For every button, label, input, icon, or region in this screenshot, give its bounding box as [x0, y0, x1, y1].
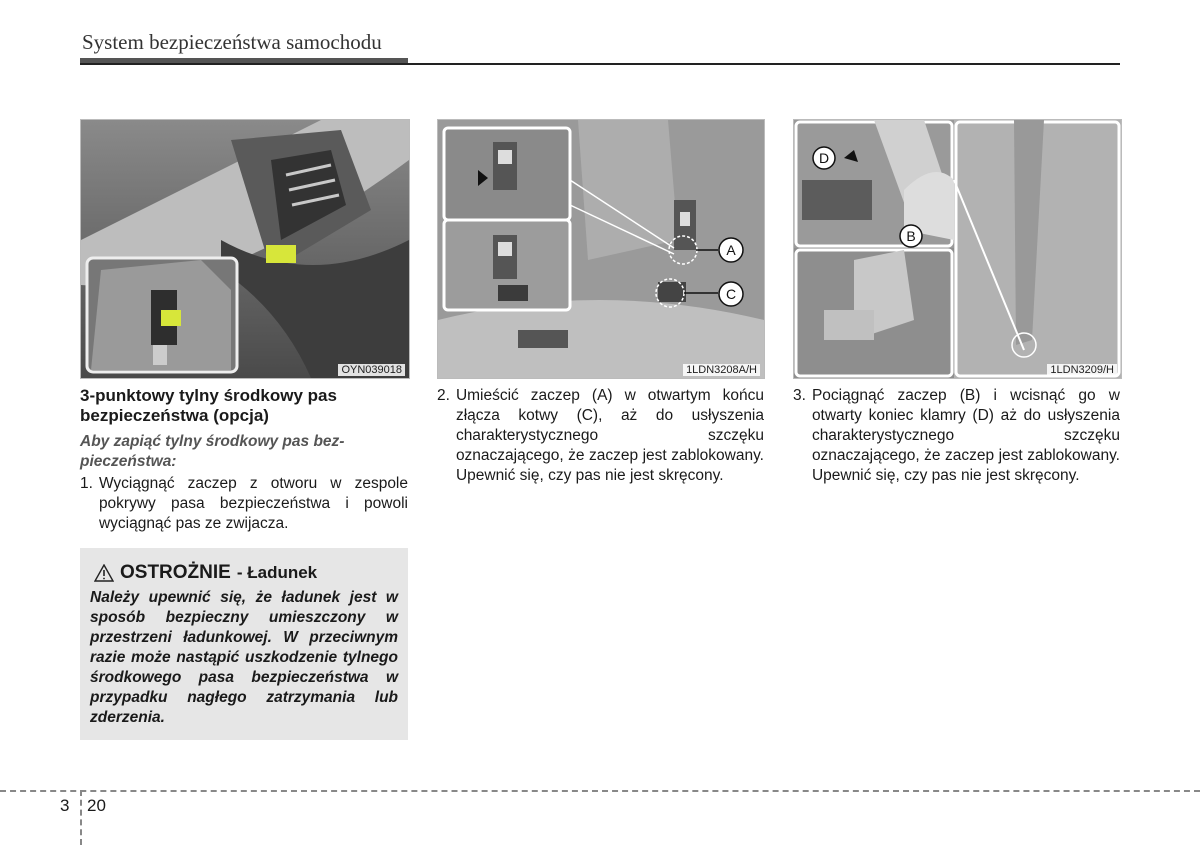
label-a: A — [726, 242, 736, 258]
chapter-number: 3 — [60, 796, 70, 815]
seatbelt-cover-illustration — [81, 120, 409, 378]
step-text: Umieścić zaczep (A) w otwartym końcu złącza kotwy (C), aż do usłyszenia charakterystycznego szczęku oznaczającego, że zaczep jest zablokowany. Upewnić się, czy pas nie jest skręcony. — [455, 387, 764, 484]
step-number: 3. — [793, 387, 806, 404]
label-d: D — [818, 150, 830, 166]
figure-caption: OYN039018 — [338, 364, 405, 376]
page-number: 20 — [87, 796, 106, 815]
step-3 — [793, 386, 1120, 486]
caution-text: Należy upewnić się, że ładunek jest w sposób bezpieczny umieszczony w przestrzeni ładunkowej. W przeciwnym razie może nastąpić uszkodzenie tylnego środkowego pasa bezpieczeństwa w przypadku nagłego zatrzymania lub zderzenia. — [90, 589, 398, 726]
column-2 — [437, 386, 764, 486]
step-text: Wyciągnąć zaczep z otworu w zespole pokrywy pasa bezpieczeństwa i powoli wyciągnąć pas ze zwijacza. — [98, 475, 408, 532]
anchor-connector-illustration — [438, 120, 764, 378]
figure-caption: 1LDN3208A/H — [683, 364, 760, 376]
caution-label: OSTROŻNIE — [120, 562, 231, 583]
step-text: Pociągnąć zaczep (B) i wcisnąć go w otwarty koniec klamry (D) aż do usłyszenia charakterystycznego szczęku oznaczającego, że zaczep jest zablokowany. Upewnić się, czy pas nie jest skręcony. — [811, 387, 1120, 484]
sub-heading: Aby zapiąć tylny środkowy pas bez-pieczeństwa: — [80, 433, 345, 470]
footer-rule — [0, 790, 1200, 792]
buckle-illustration — [794, 120, 1121, 378]
figure-seatbelt-cover — [80, 119, 410, 379]
footer-divider — [80, 790, 82, 845]
step-2 — [437, 386, 764, 486]
figure-caption: 1LDN3209/H — [1047, 364, 1117, 376]
step-number: 2. — [437, 387, 450, 404]
page-header-title: System bezpieczeństwa samochodu — [82, 30, 382, 54]
caution-box — [80, 548, 408, 740]
header-rule — [80, 63, 1120, 65]
step-1 — [80, 474, 408, 534]
figure-buckle — [793, 119, 1122, 379]
label-c: C — [725, 286, 737, 302]
label-b: B — [906, 228, 916, 244]
column-1 — [80, 386, 408, 534]
column-3 — [793, 386, 1120, 486]
caution-subtitle: - Ładunek — [236, 563, 318, 582]
caution-title — [94, 562, 317, 584]
section-heading: 3-punktowy tylny środkowy pas bezpieczeństwa (opcja) — [80, 386, 337, 425]
figure-anchor-connector — [437, 119, 765, 379]
warning-triangle-icon — [94, 564, 114, 582]
step-number: 1. — [80, 475, 93, 492]
